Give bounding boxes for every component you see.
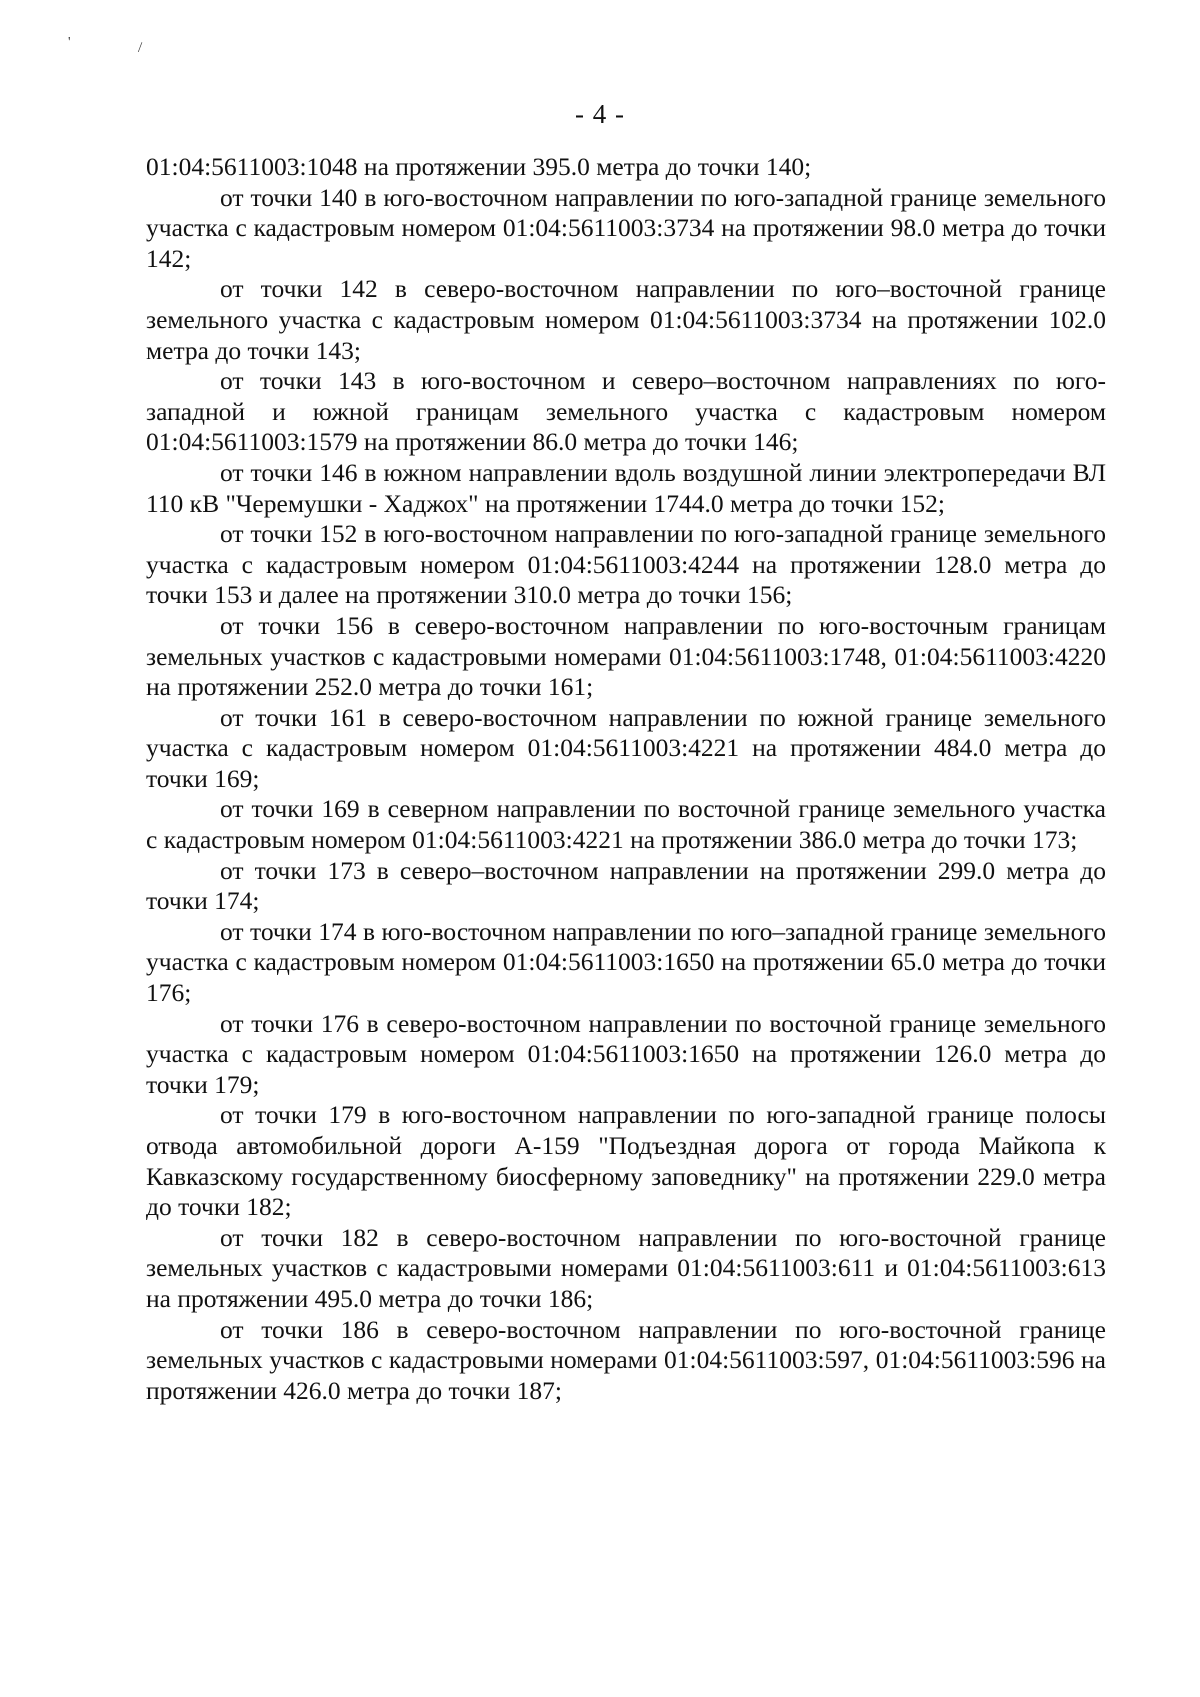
paragraph-point-186: от точки 186 в северо-восточном направлении по юго-восточной границе земельных участков с кадастровыми номерами 01:04:5611003:597, 01:04:5611003:596 на протяжении 426.0 метра до точки 187;	[146, 1314, 1106, 1405]
paragraph-point-174: от точки 174 в юго-восточном направлении по юго–западной границе земельного участка с кадастровым номером 01:04:5611003:1650 на протяжении 65.0 метра до точки 176;	[146, 916, 1106, 1008]
paragraph-point-146: от точки 146 в южном направлении вдоль воздушной линии электропередачи ВЛ 110 кВ "Черемушки - Хаджох" на протяжении 1744.0 метра до точки 152;	[146, 457, 1106, 518]
paragraph-point-169: от точки 169 в северном направлении по восточной границе земельного участка с кадастровым номером 01:04:5611003:4221 на протяжении 386.0 метра до точки 173;	[146, 794, 1106, 855]
paragraph-point-182: от точки 182 в северо-восточном направлении по юго-восточной границе земельных участков с кадастровыми номерами 01:04:5611003:611 и 01:04:5611003:613 на протяжении 495.0 метра до точки 186;	[146, 1222, 1106, 1313]
paragraph-point-179: от точки 179 в юго-восточном направлении по юго-западной границе полосы отвода автомобильной дороги А-159 "Подъездная дорога от города Майкопа к Кавказскому государственному биосферному заповеднику" на протяжении 229.0 метра до точки 182;	[146, 1100, 1106, 1222]
paragraph-point-176: от точки 176 в северо-восточном направлении по восточной границе земельного участка с кадастровым номером 01:04:5611003:1650 на протяжении 126.0 метра до точки 179;	[146, 1008, 1106, 1099]
paragraph-point-173: от точки 173 в северо–восточном направлении на протяжении 299.0 метра до точки 174;	[146, 855, 1106, 916]
paragraph-point-142: от точки 142 в северо-восточном направлении по юго–восточной границе земельного участка с кадастровым номером 01:04:5611003:3734 на протяжении 102.0 метра до точки 143;	[146, 274, 1106, 365]
page-number: - 4 -	[575, 99, 625, 129]
document-body	[146, 152, 1106, 1406]
paragraph-point-156: от точки 156 в северо-восточном направлении по юго-восточным границам земельных участков с кадастровыми номерами 01:04:5611003:1748, 01:04:5611003:4220 на протяжении 252.0 метра до точки 161;	[146, 610, 1106, 702]
paragraph-point-140: от точки 140 в юго-восточном направлении по юго-западной границе земельного участка с кадастровым номером 01:04:5611003:3734 на протяжении 98.0 метра до точки 142;	[146, 182, 1106, 273]
paragraph-continuation: 01:04:5611003:1048 на протяжении 395.0 метра до точки 140;	[146, 152, 812, 181]
paragraph-point-161: от точки 161 в северо-восточном направлении по южной границе земельного участка с кадастровым номером 01:04:5611003:4221 на протяжении 484.0 метра до точки 169;	[146, 702, 1106, 793]
scan-mark: '	[68, 35, 71, 50]
paragraph-point-143: от точки 143 в юго-восточном и северо–восточном направлениях по юго-западной и южной границам земельного участка с кадастровым номером 01:04:5611003:1579 на протяжении 86.0 метра до точки 146;	[146, 366, 1106, 457]
paragraph-point-152: от точки 152 в юго-восточном направлении по юго-западной границе земельного участка с кадастровым номером 01:04:5611003:4244 на протяжении 128.0 метра до точки 153 и далее на протяжении 310.0 метра до точки 156;	[146, 519, 1106, 610]
